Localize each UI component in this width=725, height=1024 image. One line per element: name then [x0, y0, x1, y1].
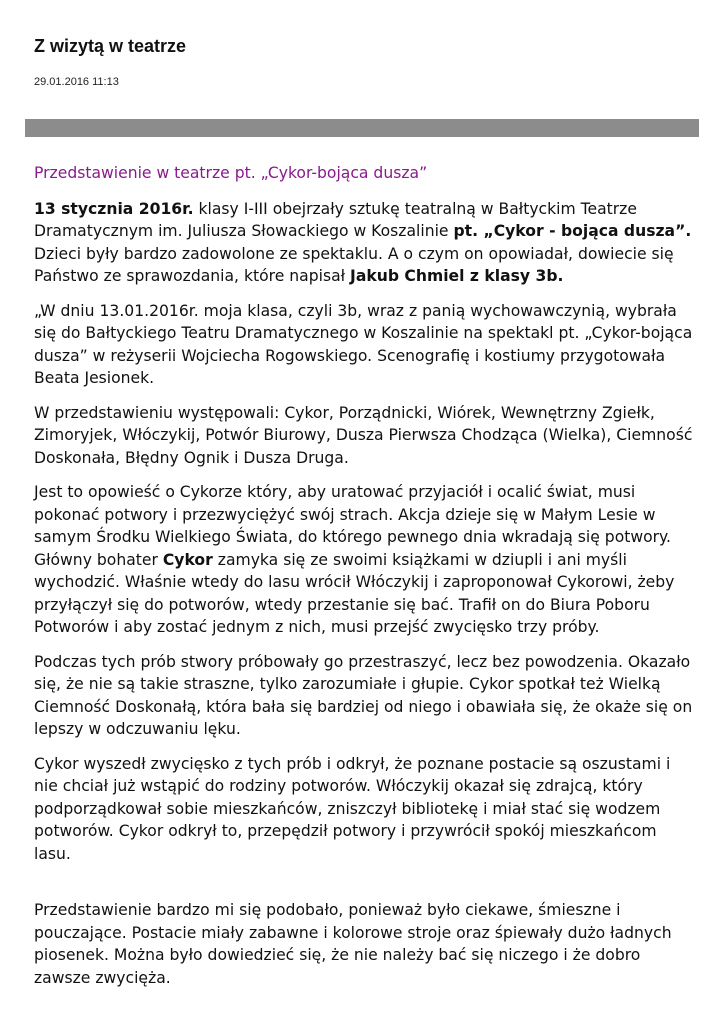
- event-date: 13 stycznia 2016r.: [34, 199, 194, 218]
- paragraph-intro: [34, 198, 694, 288]
- article-subtitle: Przedstawienie w teatrze pt. „Cykor-bojąca dusza”: [34, 164, 428, 182]
- paragraph-trials: Podczas tych prób stwory próbowały go przestraszyć, lecz bez powodzenia. Okazało się, że nie są takie straszne, tylko zarozumiałe i głupie. Cykor spotkał też Wielką Ciemność Doskonałą, która bała się bardziej od niego i obawiała się, że okaże się on lepszy w odczuwaniu lęku.: [34, 652, 693, 738]
- page-title: Z wizytą w teatrze: [34, 36, 187, 56]
- paragraph-plot: [34, 481, 694, 639]
- paragraph-opinion: Przedstawienie bardzo mi się podobało, ponieważ było ciekawe, śmieszne i pouczające. Postacie miały zabawne i kolorowe stroje oraz śpiewały dużo ładnych piosenek. Można było dowiedzieć się, że nie należy bać się niczego i że dobro zawsze zwycięża.: [34, 901, 672, 987]
- paragraph-cast: W przedstawieniu występowali: Cykor, Porządnicki, Wiórek, Wewnętrzny Zgiełk, Zimoryjek, Włóczykij, Potwór Biurowy, Dusza Pierwsza Chodząca (Wielka), Ciemność Doskonała, Błędny Ognik i Dusza Druga.: [34, 403, 693, 467]
- publish-date: 29.01.2016 11:13: [34, 76, 119, 88]
- paragraph-report-start: „W dniu 13.01.2016r. moja klasa, czyli 3b, wraz z panią wychowawczynią, wybrała się do Bałtyckiego Teatru Dramatycznego w Koszalinie na spektakl pt. „Cykor-bojąca dusza” w reżyserii Wojciecha Rogowskiego. Scenografię i kostiumy przygotowała Beata Jesionek.: [34, 301, 693, 387]
- article-body: [34, 162, 694, 1001]
- intro-text-b: Dzieci były bardzo zadowolone ze spektaklu. A o czym on opowiadał, dowiecie się Państwo ze sprawozdania, które napisał: [34, 244, 674, 285]
- play-title: pt. „Cykor - bojąca dusza”.: [453, 222, 692, 240]
- plot-text-b: zamyka się ze swoimi książkami w dziupli i ani myśli wychodzić. Właśnie wtedy do lasu wrócił Włóczykij i zaproponował Cykorowi, żeby przyłączył się do potworów, wtedy przestanie się bać. Trafił on do Biura Poboru Potworów i aby zostać jednym z nich, musi przejść zwycięsko trzy próby.: [34, 550, 675, 636]
- plot-text-a: Jest to opowieść o Cykorze który, aby uratować przyjaciół i ocalić świat, musi pokonać potwory i przezwyciężyć swój strach. Akcja dzieje się w Małym Lesie w samym Środku Wielkiego Świata, do którego pewnego dnia wkradają się potwory. Główny bohater: [34, 483, 672, 569]
- header-divider-bar: [25, 119, 699, 137]
- hero-name: Cykor: [162, 550, 213, 569]
- author-name: Jakub Chmiel z klasy 3b.: [350, 267, 564, 285]
- paragraph-ending: Cykor wyszedł zwycięsko z tych prób i odkrył, że poznane postacie są oszustami i nie chciał już wstąpić do rodziny potworów. Włóczykij okazał się zdrajcą, który podporządkował sobie mieszkańców, zniszczył bibliotekę i miał stać się wodzem potworów. Cykor odkrył to, przepędził potwory i przywrócił spokój mieszkańcom lasu.: [34, 754, 671, 863]
- intro-text-a: klasy I-III obejrzały sztukę teatralną w Bałtyckim Teatrze Dramatycznym im. Juliusza Słowackiego w Koszalinie: [34, 199, 637, 240]
